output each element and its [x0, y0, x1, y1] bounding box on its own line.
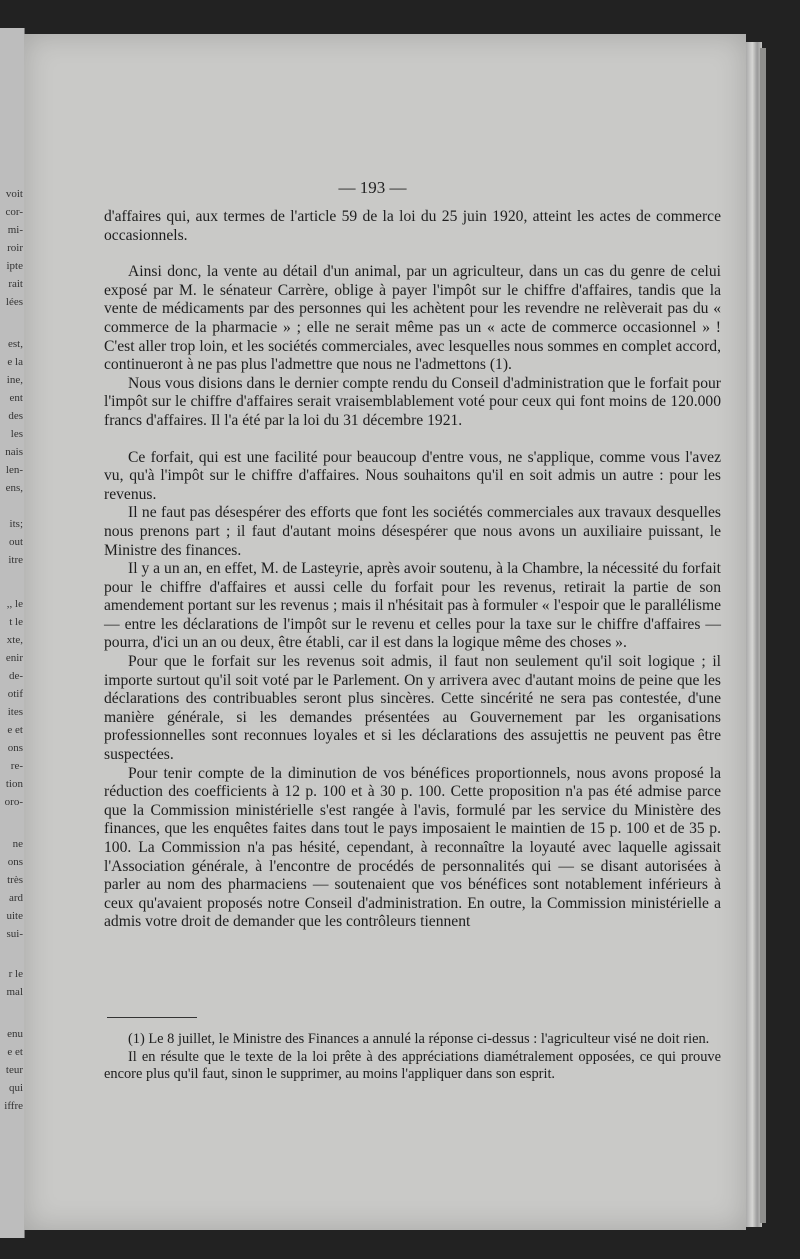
margin-fragment: ens, — [5, 482, 23, 494]
margin-fragment: est, — [8, 338, 23, 350]
paragraph: d'affaires qui, aux termes de l'article 59 de la loi du 25 juin 1920, atteint les actes de commerce occasionnels. — [104, 208, 721, 244]
footnotes — [104, 1031, 721, 1084]
margin-fragment: de- — [8, 670, 23, 682]
margin-fragment: enir — [5, 652, 23, 664]
page-number: — 193 — — [338, 178, 407, 197]
margin-fragment: rait — [8, 278, 23, 290]
margin-fragment: ine, — [6, 374, 23, 386]
margin-fragment: e et — [7, 724, 23, 736]
margin-fragment: xte, — [6, 634, 23, 646]
body-text — [104, 208, 721, 932]
footnote: (1) Le 8 juillet, le Ministre des Finances a annulé la réponse ci-dessus : l'agriculteur visé ne doit rien. — [128, 1031, 710, 1047]
margin-fragment: nais — [5, 446, 23, 458]
margin-fragment: ons — [7, 742, 23, 754]
margin-fragment: les — [10, 428, 23, 440]
margin-fragment: len- — [5, 464, 23, 476]
margin-fragment: voit — [5, 188, 23, 200]
paragraph: Nous vous disions dans le dernier compte rendu du Conseil d'administration que le forfait pour l'impôt sur le chiffre d'affaires serait vraisemblablement voté pour ceux qui font moins de 120.000 francs d'affaires. Il l'a été par la loi du 31 décembre 1921. — [104, 374, 721, 429]
margin-fragment: ons — [7, 856, 23, 868]
margin-fragment: ites — [7, 706, 23, 718]
margin-fragment: lées — [5, 296, 23, 308]
paragraph: Il y a un an, en effet, M. de Lasteyrie, après avoir soutenu, à la Chambre, la nécessité du forfait pour le chiffre d'affaires et aussi celle du forfait pour les revenus, retirait la partie de son amendement portant sur les revenus ; mais il n'hésitait pas à formuler « l'espoir que le parallélisme — entre les déclarations de l'impôt sur le revenu et celles pour la taxe sur le chiffre d'affaires — pourra, d'ici un an ou deux, être établi, car il est dans la logique même des choses ». — [104, 560, 721, 652]
margin-fragment: ent — [9, 392, 23, 404]
margin-fragment: très — [7, 874, 23, 886]
margin-fragment: des — [8, 410, 23, 422]
paragraph: Pour tenir compte de la diminution de vos bénéfices proportionnels, nous avons proposé la réduction des coefficients à 12 p. 100 et à 30 p. 100. Cette proposition n'a pas été admise parce que la Commission ministérielle s'est rangée à l'avis, formulé par les service du Ministère des finances, que les enquêtes faites dans tout le pays imposaient le maintien de 15 p. 100 et de 35 p. 100. La Commission n'a pas hésité, cependant, à reconnaître la loyauté avec laquelle agissait l'Association générale, à l'encontre de procédés de personnalités qui — se disant autorisées à parler au nom des pharmaciens — soutenaient que vos bénéfices sont notablement inférieurs à ceux qu'avaient proposés notre Conseil d'administration. En outre, la Commission ministérielle a admis votre droit de demander que les contrôleurs tiennent — [104, 764, 721, 931]
margin-fragment: e la — [7, 356, 23, 368]
adjacent-page-edge — [0, 28, 25, 1238]
paragraph: Ainsi donc, la vente au détail d'un animal, par un agriculteur, dans un cas du genre de celui exposé par M. le sénateur Carrère, oblige à payer l'impôt sur le chiffre d'affaires, tandis que la vente de médicaments par des personnes qui les achètent pour les revendre ne relèverait pas du « commerce de la pharmacie » ; elle ne serait même pas un « acte de commerce occasionnel » ! C'est aller trop loin, et les sociétés commerciales, avec lesquelles nous sommes en complet accord, continueront à ne pas plus l'admettre que nous ne l'admettons (1). — [104, 263, 721, 374]
footnote: Il en résulte que le texte de la loi prête à des appréciations diamétralement opposées, ce qui prouve encore plus qu'il faut, sinon le supprimer, au moins l'appliquer dans son esprit. — [104, 1048, 721, 1082]
footnote-rule — [107, 1017, 197, 1018]
margin-fragment: re- — [10, 760, 23, 772]
margin-fragment: r le — [8, 968, 23, 980]
paragraph: Il ne faut pas désespérer des efforts que font les sociétés commerciales aux travaux desquelles nous prenons part ; il faut d'autant moins désespérer que nous avons un auxiliaire puissant, le Ministre des finances. — [104, 504, 721, 559]
book-page — [24, 34, 746, 1230]
margin-fragment: iffre — [4, 1100, 23, 1112]
margin-fragment: cor- — [5, 206, 23, 218]
margin-fragment: ard — [8, 892, 23, 904]
paragraph: Ce forfait, qui est une facilité pour beaucoup d'entre vous, ne s'applique, comme vous l'avez vu, qu'à l'impôt sur le chiffre d'affaires. Nous souhaitons qu'il en soit admis un autre : pour les revenus. — [104, 448, 721, 503]
margin-fragment: ipte — [6, 260, 23, 272]
margin-fragment: itre — [8, 554, 23, 566]
margin-fragment: uite — [6, 910, 23, 922]
margin-fragment: teur — [5, 1064, 23, 1076]
margin-fragment: enu — [7, 1028, 23, 1040]
margin-fragment: roir — [7, 242, 23, 254]
margin-fragment: tion — [5, 778, 23, 790]
margin-fragment: its; — [9, 518, 23, 530]
margin-fragment: qui — [8, 1082, 23, 1094]
margin-fragment: ,, le — [6, 598, 23, 610]
margin-fragment: e et — [7, 1046, 23, 1058]
margin-fragment: ne — [12, 838, 23, 850]
margin-fragment: otif — [7, 688, 23, 700]
page-stack-edge — [760, 48, 766, 1223]
margin-fragment: oro- — [4, 796, 23, 808]
margin-fragment: mal — [6, 986, 23, 998]
margin-fragment: t le — [9, 616, 23, 628]
paragraph: Pour que le forfait sur les revenus soit admis, il faut non seulement qu'il soit logique ; il importe surtout qu'il soit voté par le Parlement. On y arrivera avec d'autant moins de peine que les déclarations des contribuables seront plus sincères. Cette sincérité ne sera pas contestée, d'une manière générale, si les demandes présentées au Gouvernement par les organisations professionnelles sont reconnues loyales et si les déclarations des assujettis ne peuvent pas être suspectées. — [104, 653, 721, 764]
margin-fragment: sui- — [6, 928, 23, 940]
margin-fragment: out — [8, 536, 23, 548]
margin-fragment: mi- — [7, 224, 23, 236]
